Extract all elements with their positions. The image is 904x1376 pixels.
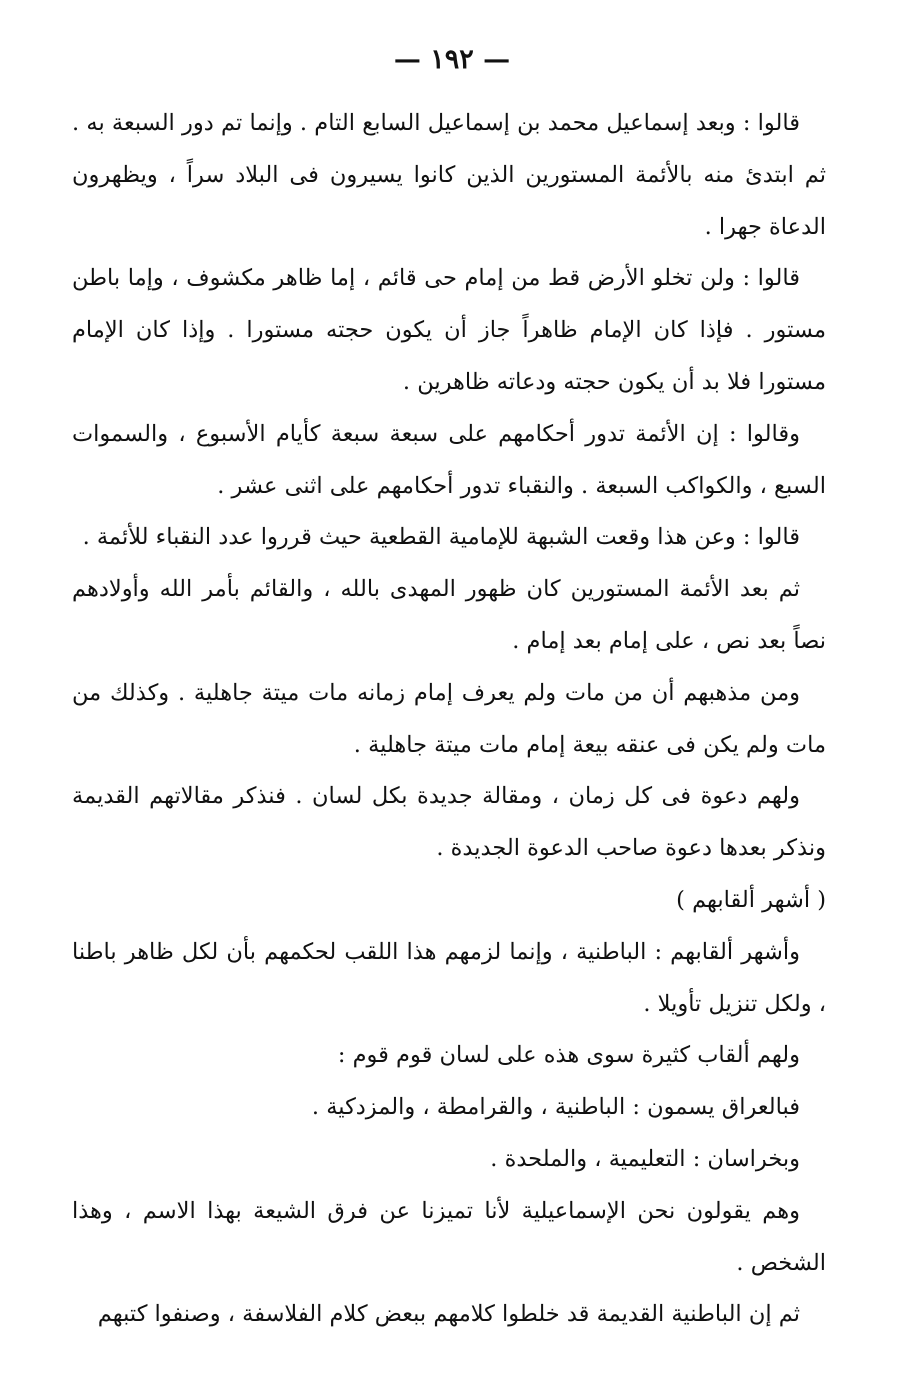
text-line: وأشهر ألقابهم : الباطنية ، وإنما لزمهم هذا اللقب لحكمهم بأن لكل ظاهر باطنا ، — [72, 938, 826, 1017]
paragraph — [72, 1134, 826, 1186]
text-line: مات ولم يكن فى عنقه بيعة إمام مات ميتة جاهلية . — [353, 731, 826, 758]
text-line: قالوا : وعن هذا وقعت الشبهة للإمامية القطعية حيث قرروا عدد النقباء للأئمة . — [82, 524, 800, 551]
text-line: فبالعراق يسمون : الباطنية ، والقرامطة ، والمزدكية . — [311, 1094, 800, 1121]
paragraph — [72, 1186, 826, 1290]
text-line: وبخراسان : التعليمية ، والملحدة . — [490, 1145, 800, 1172]
page-number: — ١٩٢ — — [393, 44, 511, 75]
paragraph — [72, 668, 826, 772]
text-line: ثم ابتدئ منه بالأئمة المستورين الذين كانوا يسيرون فى البلاد سراً ، ويظهرون — [72, 161, 826, 188]
text-line: ولكل تنزيل تأويلا . — [643, 990, 812, 1017]
body-text — [72, 98, 826, 1341]
text-line: ونذكر بعدها دعوة صاحب الدعوة الجديدة . — [436, 835, 826, 862]
paragraph — [72, 1082, 826, 1134]
text-line: قالوا : ولن تخلو الأرض قط من إمام حى قائم ، إما ظاهر مكشوف ، وإما باطن — [72, 265, 800, 292]
text-line: ثم بعد الأئمة المستورين كان ظهور المهدى بالله ، والقائم بأمر الله وأولادهم نصاً بعد — [72, 576, 826, 654]
text-line: فلا بد أن يكون حجته ودعاته ظاهرين . — [402, 368, 752, 395]
text-line: الدعاة جهرا . — [704, 213, 826, 240]
paragraph — [72, 927, 826, 1031]
paragraph — [72, 409, 826, 513]
text-line: السبع ، والكواكب السبعة . والنقباء تدور أحكامهم على اثنى عشر . — [217, 472, 826, 499]
paragraph — [72, 98, 826, 253]
text-line: مستور . فإذا كان الإمام ظاهراً جاز أن يكون حجته مستورا . وإذا كان الإمام مستورا — [72, 317, 826, 395]
paragraph — [72, 1030, 826, 1082]
paragraph — [72, 771, 826, 875]
text-line: ومن مذهبهم أن من مات ولم يعرف إمام زمانه مات ميتة جاهلية . وكذلك من — [72, 679, 800, 706]
text-line: قالوا : وبعد إسماعيل محمد بن إسماعيل السابع التام . وإنما تم دور السبعة به . — [72, 110, 800, 136]
text-line: ولهم ألقاب كثيرة سوى هذه على لسان قوم قوم : — [337, 1042, 800, 1069]
paragraph — [72, 253, 826, 408]
text-line: وقالوا : إن الأئمة تدور أحكامهم على سبعة سبعة كأيام الأسبوع ، والسموات — [72, 420, 800, 447]
text-line: ثم إن الباطنية القديمة قد خلطوا كلامهم ببعض كلام الفلاسفة ، وصنفوا كتبهم — [97, 1301, 800, 1328]
paragraph — [72, 1289, 826, 1341]
text-line: ولهم دعوة فى كل زمان ، ومقالة جديدة بكل لسان . فنذكر مقالاتهم القديمة — [72, 783, 800, 810]
section-heading: ( أشهر ألقابهم ) — [676, 886, 826, 913]
paragraph — [72, 564, 826, 668]
paragraph — [72, 512, 826, 564]
text-line: وهم يقولون نحن الإسماعيلية لأنا تميزنا عن فرق الشيعة بهذا الاسم ، وهذا الشخص . — [72, 1197, 826, 1276]
text-line: نص ، على إمام بعد إمام . — [512, 627, 751, 654]
